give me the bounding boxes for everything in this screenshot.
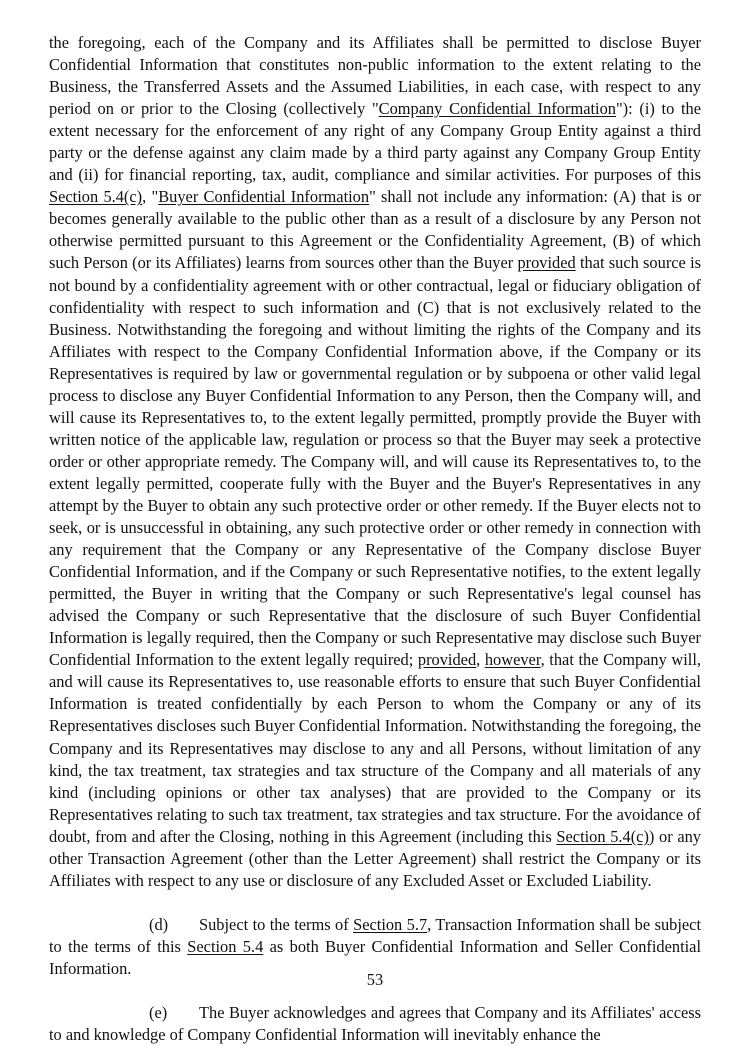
- text-run: ,: [476, 650, 485, 670]
- text-run: the foregoing, each of the Company and its Affiliates shall be permitted to disclose Buyer Confidential Information that constitutes non-public information to the extent relating to the Business, the Transferred Assets and the Assumed Liabilities, in each case, with respect to any period on or prior to the Closing (collectively ": [49, 33, 701, 119]
- defined-term: Section 5.4(c): [556, 826, 649, 846]
- text-run: as both Buyer Confidential Information and Seller Confidential Information.: [49, 936, 702, 978]
- text-run: "): (i) to the extent necessary for the enforcement of any right of any Company Group Entity against a third party or the defense against any claim made by a third party against any Company Group Entity and (ii) for financial reporting, tax, audit, compliance and similar activities. For purposes of this: [49, 99, 701, 185]
- text-run: Subject to the terms of: [199, 914, 354, 934]
- text-run: , ": [142, 187, 159, 207]
- defined-term: Section 5.7: [353, 914, 428, 934]
- text-run: , that the Company will, and will cause its Representatives to, use reasonable efforts to ensure that such Buyer Confidential Information is treated confidentially by each Person to whom the Company or any of its Representatives discloses such Buyer Confidential Information. Notwithstanding the foregoing, the Company and its Representatives may disclose to any and all Persons, without limitation of any kind, the tax treatment, tax strategies and tax structure of the Company and all materials of any kind (including opinions or other tax analyses) that are provided to the Company or its Representatives relating to such tax treatment, tax strategies and tax structure. For the avoidance of doubt, from and after the Closing, nothing in this Agreement (including this: [49, 650, 701, 846]
- defined-term: Section 5.4: [187, 936, 264, 956]
- defined-term: Section 5.4(c): [49, 187, 143, 207]
- defined-term: provided: [517, 253, 576, 273]
- defined-term: Company Confidential Information: [378, 99, 616, 119]
- paragraph-label: (e): [149, 1002, 168, 1022]
- page-number: 53: [366, 970, 384, 989]
- paragraph-c-continued: [49, 32, 701, 892]
- paragraph-label: (d): [149, 914, 169, 934]
- document-page: [49, 32, 701, 1046]
- text-run: ) or any other Transaction Agreement (other than the Letter Agreement) shall restrict the Company or its Affiliates with respect to any use or disclosure of any Excluded Asset or Excluded Liability.: [49, 826, 701, 890]
- defined-term: provided: [417, 650, 477, 670]
- paragraph-e: [49, 1002, 701, 1046]
- text-run: that such source is not bound by a confidentiality agreement with or other contractual, legal or fiduciary obligation of confidentiality with respect to such information and (C) that is not exclusively related to the Business. Notwithstanding the foregoing and without limiting the rights of the Company and its Affiliates with respect to the Company Confidential Information above, if the Company or its Representatives is required by law or governmental regulation or by subpoena or other valid legal process to disclose any Buyer Confidential Information to any Person, then the Company will, and will cause its Representatives to, to the extent legally permitted, promptly provide the Buyer with written notice of the applicable law, regulation or process so that the Buyer may seek a protective order or other appropriate remedy. The Company will, and will cause its Representatives to, to the extent legally permitted, cooperate fully with the Buyer and the Buyer's Representatives in any attempt by the Buyer to obtain any such protective order or other remedy. If the Buyer elects not to seek, or is unsuccessful in obtaining, any such protective order or other remedy in connection with any requirement that the Company or any Representative of the Company disclose Buyer Confidential Information, and if the Company or such Representative notifies, to the extent legally permitted, the Buyer in writing that the Company or such Representative's legal counsel has advised the Company or such Representative that the disclosure of such Buyer Confidential Information is legally required, then the Company or such Representative may disclose such Buyer Confidential Information to the extent legally required;: [49, 253, 701, 670]
- defined-term: Buyer Confidential Information: [158, 187, 370, 207]
- text-run: , Transaction Information shall be subject to the terms of this: [49, 914, 701, 956]
- text-run: The Buyer acknowledges and agrees that Company and its Affiliates' access to and knowledge of Company Confidential Information will inevitably enhance the: [49, 1002, 701, 1045]
- defined-term: however: [484, 650, 541, 670]
- text-run: " shall not include any information: (A) that is or becomes generally available to the public other than as a result of a disclosure by any Person not otherwise permitted pursuant to this Agreement or the Confidentiality Agreement, (B) of which such Person (or its Affiliates) learns from sources other than the Buyer: [49, 187, 701, 273]
